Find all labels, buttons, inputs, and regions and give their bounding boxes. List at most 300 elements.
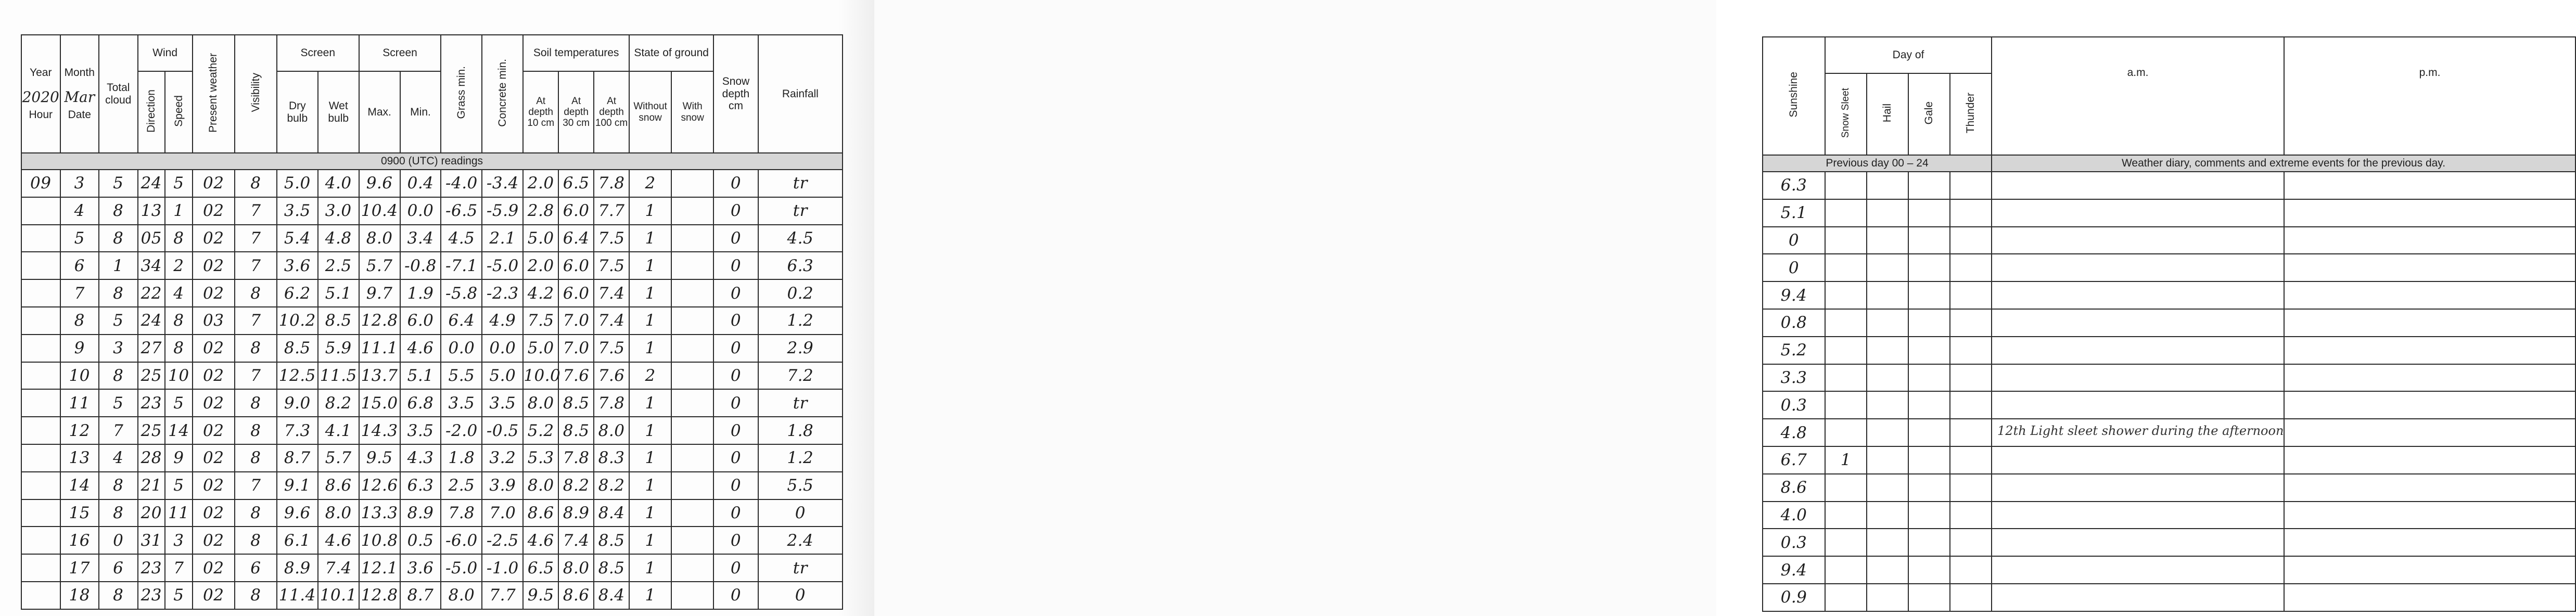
thunder-cell xyxy=(1950,502,1992,529)
soil-100cm-cell: 8.5 xyxy=(594,527,629,554)
thunder-cell xyxy=(1950,309,1992,337)
dry-bulb-cell: 9.0 xyxy=(277,389,318,417)
date-cell: 4 xyxy=(60,197,99,225)
snow-depth-cell: 0 xyxy=(713,197,758,225)
grass-min-cell: 0.0 xyxy=(441,335,482,362)
diary-row xyxy=(1763,254,2575,281)
snow-depth-cell: 0 xyxy=(713,279,758,307)
min-temp-cell: -0.8 xyxy=(400,252,441,279)
hail-cell xyxy=(1867,309,1908,337)
present-weather-cell: 02 xyxy=(193,170,235,197)
sunshine-cell: 3.3 xyxy=(1763,364,1825,392)
date-cell: 9 xyxy=(60,335,99,362)
am-header: a.m. xyxy=(1992,37,2284,155)
date-cell: 18 xyxy=(60,582,99,609)
soil-10cm-cell: 10.0 xyxy=(523,362,558,390)
diary-am-cell xyxy=(1992,254,2284,281)
wind-direction-cell: 20 xyxy=(138,499,165,527)
snow-sleet-cell xyxy=(1825,529,1867,556)
snow-depth-cell: 0 xyxy=(713,554,758,582)
visibility-cell: 7 xyxy=(235,362,277,390)
diary-am-cell xyxy=(1992,502,2284,529)
without-snow-cell: 2 xyxy=(629,362,671,390)
wet-bulb-cell: 4.8 xyxy=(318,225,359,252)
diary-pm-cell xyxy=(2284,172,2575,199)
soil-30cm-cell: 6.0 xyxy=(558,197,594,225)
grass-min-cell: 2.5 xyxy=(441,472,482,499)
grass-min-cell: -5.8 xyxy=(441,279,482,307)
diary-am-cell xyxy=(1992,199,2284,227)
sunshine-cell: 5.2 xyxy=(1763,337,1825,364)
wet-bulb-cell: 3.0 xyxy=(318,197,359,225)
rainfall-cell: 7.2 xyxy=(758,362,843,390)
dry-bulb-cell: 6.2 xyxy=(277,279,318,307)
wet-bulb-cell: 7.4 xyxy=(318,554,359,582)
snow-sleet-cell xyxy=(1825,474,1867,502)
soil-30cm-cell: 7.0 xyxy=(558,335,594,362)
right-page xyxy=(874,0,2446,616)
soil-30cm-cell: 6.4 xyxy=(558,225,594,252)
soil-30cm-cell: 8.0 xyxy=(558,554,594,582)
soil-10cm-cell: 5.2 xyxy=(523,417,558,444)
soil-10cm-cell: 9.5 xyxy=(523,582,558,609)
snow-sleet-cell xyxy=(1825,337,1867,364)
grass-min-cell: -4.0 xyxy=(441,170,482,197)
diary-am-cell xyxy=(1992,419,2284,446)
max-temp-cell: 12.1 xyxy=(359,554,400,582)
reading-row xyxy=(21,362,843,390)
max-temp-cell: 13.7 xyxy=(359,362,400,390)
present-weather-header: Present weather xyxy=(193,35,235,153)
reading-row xyxy=(21,307,843,335)
soil-10cm-cell: 4.6 xyxy=(523,527,558,554)
wind-direction-cell: 13 xyxy=(138,197,165,225)
gale-cell xyxy=(1908,502,1950,529)
snow-sleet-cell xyxy=(1825,172,1867,199)
hail-cell xyxy=(1867,529,1908,556)
gale-cell xyxy=(1908,391,1950,419)
snow-sleet-cell xyxy=(1825,254,1867,281)
wet-bulb-cell: 5.1 xyxy=(318,279,359,307)
rainfall-cell: 6.3 xyxy=(758,252,843,279)
max-temp-cell: 9.5 xyxy=(359,444,400,472)
diary-pm-cell xyxy=(2284,364,2575,392)
snow-sleet-cell xyxy=(1825,309,1867,337)
grass-min-header: Grass min. xyxy=(441,35,482,153)
dry-bulb-cell: 5.4 xyxy=(277,225,318,252)
soil-100cm-header: At depth 100 cm xyxy=(594,71,629,153)
diary-pm-cell xyxy=(2284,419,2575,446)
diary-row xyxy=(1763,584,2575,611)
wet-bulb-cell: 2.5 xyxy=(318,252,359,279)
min-temp-cell: 6.3 xyxy=(400,472,441,499)
soil-10cm-header: At depth 10 cm xyxy=(523,71,558,153)
without-snow-cell: 1 xyxy=(629,554,671,582)
soil-10cm-cell: 6.5 xyxy=(523,554,558,582)
snow-sleet-cell xyxy=(1825,556,1867,584)
dry-bulb-cell: 7.3 xyxy=(277,417,318,444)
diary-note: 12th Light sleet shower during the afternoon xyxy=(1997,424,2284,439)
dry-bulb-cell: 8.7 xyxy=(277,444,318,472)
year-label: Year xyxy=(30,67,52,79)
diary-pm-cell xyxy=(2284,227,2575,254)
diary-row xyxy=(1763,199,2575,227)
max-temp-cell: 10.4 xyxy=(359,197,400,225)
without-snow-cell: 1 xyxy=(629,307,671,335)
diary-pm-cell xyxy=(2284,556,2575,584)
pm-header: p.m. xyxy=(2284,37,2575,155)
with-snow-cell xyxy=(671,335,713,362)
rainfall-header: Rainfall xyxy=(758,35,843,153)
reading-row xyxy=(21,527,843,554)
diary-am-cell xyxy=(1992,474,2284,502)
wind-speed-cell: 8 xyxy=(165,225,193,252)
soil-30cm-cell: 6.0 xyxy=(558,252,594,279)
diary-banner: Weather diary, comments and extreme events for the previous day. xyxy=(1992,155,2575,172)
with-snow-cell xyxy=(671,362,713,390)
dry-bulb-cell: 6.1 xyxy=(277,527,318,554)
wind-direction-cell: 28 xyxy=(138,444,165,472)
concrete-min-cell: -0.5 xyxy=(482,417,523,444)
soil-30cm-cell: 6.5 xyxy=(558,170,594,197)
hour-cell xyxy=(21,499,60,527)
gale-cell xyxy=(1908,584,1950,611)
diary-pm-cell xyxy=(2284,502,2575,529)
reading-row xyxy=(21,279,843,307)
visibility-cell: 7 xyxy=(235,252,277,279)
diary-am-cell xyxy=(1992,227,2284,254)
sunshine-cell: 5.1 xyxy=(1763,199,1825,227)
min-temp-cell: 8.9 xyxy=(400,499,441,527)
min-header: Min. xyxy=(400,71,441,153)
diary-pm-cell xyxy=(2284,254,2575,281)
soil-30cm-cell: 8.5 xyxy=(558,417,594,444)
date-cell: 12 xyxy=(60,417,99,444)
diary-am-cell xyxy=(1992,529,2284,556)
hail-cell xyxy=(1867,391,1908,419)
visibility-cell: 8 xyxy=(235,499,277,527)
max-temp-cell: 13.3 xyxy=(359,499,400,527)
diary-row xyxy=(1763,337,2575,364)
rainfall-cell: tr xyxy=(758,554,843,582)
wind-speed-cell: 11 xyxy=(165,499,193,527)
max-temp-cell: 15.0 xyxy=(359,389,400,417)
concrete-min-header: Concrete min. xyxy=(482,35,523,153)
state-of-ground-header: State of ground xyxy=(629,35,713,71)
sunshine-cell: 0 xyxy=(1763,254,1825,281)
gale-cell xyxy=(1908,227,1950,254)
with-snow-cell xyxy=(671,389,713,417)
hour-cell xyxy=(21,389,60,417)
total-cloud-cell: 8 xyxy=(99,362,138,390)
soil-100cm-cell: 7.5 xyxy=(594,252,629,279)
present-weather-cell: 02 xyxy=(193,252,235,279)
thunder-cell xyxy=(1950,556,1992,584)
concrete-min-cell: 3.9 xyxy=(482,472,523,499)
hail-cell xyxy=(1867,502,1908,529)
reading-row xyxy=(21,197,843,225)
hail-cell xyxy=(1867,227,1908,254)
thunder-cell xyxy=(1950,529,1992,556)
date-cell: 13 xyxy=(60,444,99,472)
diary-row xyxy=(1763,227,2575,254)
gale-cell xyxy=(1908,172,1950,199)
date-cell: 11 xyxy=(60,389,99,417)
snow-sleet-cell xyxy=(1825,584,1867,611)
soil-100cm-cell: 7.4 xyxy=(594,307,629,335)
hour-cell xyxy=(21,197,60,225)
year-value: 2020 xyxy=(22,88,59,106)
wet-bulb-cell: 11.5 xyxy=(318,362,359,390)
soil-10cm-cell: 7.5 xyxy=(523,307,558,335)
wind-direction-cell: 21 xyxy=(138,472,165,499)
hail-header: Hail xyxy=(1867,73,1908,155)
snow-sleet-cell xyxy=(1825,364,1867,392)
thunder-cell xyxy=(1950,254,1992,281)
grass-min-cell: -7.1 xyxy=(441,252,482,279)
snow-depth-cell: 0 xyxy=(713,252,758,279)
reading-row xyxy=(21,417,843,444)
snow-depth-header: Snow depth cm xyxy=(713,35,758,153)
soil-100cm-cell: 7.6 xyxy=(594,362,629,390)
visibility-cell: 8 xyxy=(235,335,277,362)
total-cloud-cell: 8 xyxy=(99,279,138,307)
soil-30cm-cell: 7.6 xyxy=(558,362,594,390)
thunder-cell xyxy=(1950,281,1992,309)
gale-cell xyxy=(1908,337,1950,364)
concrete-min-cell: -2.3 xyxy=(482,279,523,307)
hail-cell xyxy=(1867,364,1908,392)
diary-pm-cell xyxy=(2284,584,2575,611)
visibility-cell: 7 xyxy=(235,472,277,499)
wind-speed-cell: 2 xyxy=(165,252,193,279)
hail-cell xyxy=(1867,281,1908,309)
grass-min-cell: 8.0 xyxy=(441,582,482,609)
soil-100cm-cell: 7.7 xyxy=(594,197,629,225)
wet-bulb-cell: 5.7 xyxy=(318,444,359,472)
with-snow-cell xyxy=(671,582,713,609)
diary-row xyxy=(1763,529,2575,556)
grass-min-cell: 5.5 xyxy=(441,362,482,390)
date-cell: 14 xyxy=(60,472,99,499)
with-snow-cell xyxy=(671,417,713,444)
sunshine-cell: 0.8 xyxy=(1763,309,1825,337)
max-temp-cell: 5.7 xyxy=(359,252,400,279)
sunshine-cell: 9.4 xyxy=(1763,281,1825,309)
soil-10cm-cell: 2.8 xyxy=(523,197,558,225)
diary-row xyxy=(1763,446,2575,474)
snow-sleet-header: Snow Sleet xyxy=(1825,73,1867,155)
present-weather-cell: 02 xyxy=(193,417,235,444)
soil-30cm-cell: 7.4 xyxy=(558,527,594,554)
without-snow-header: Without snow xyxy=(629,71,671,153)
weather-readings-table xyxy=(21,34,843,610)
visibility-header: Visibility xyxy=(235,35,277,153)
max-temp-cell: 9.7 xyxy=(359,279,400,307)
snow-sleet-cell: 1 xyxy=(1825,446,1867,474)
hour-cell xyxy=(21,554,60,582)
wind-speed-cell: 5 xyxy=(165,582,193,609)
wind-speed-cell: 8 xyxy=(165,335,193,362)
month-value: Mar xyxy=(64,88,95,106)
soil-100cm-cell: 8.4 xyxy=(594,499,629,527)
present-weather-cell: 02 xyxy=(193,197,235,225)
visibility-cell: 7 xyxy=(235,225,277,252)
concrete-min-cell: 3.5 xyxy=(482,389,523,417)
total-cloud-cell: 8 xyxy=(99,582,138,609)
dry-bulb-cell: 8.5 xyxy=(277,335,318,362)
diary-am-cell xyxy=(1992,172,2284,199)
hour-cell xyxy=(21,472,60,499)
wind-direction-cell: 31 xyxy=(138,527,165,554)
total-cloud-cell: 1 xyxy=(99,252,138,279)
total-cloud-cell: 7 xyxy=(99,417,138,444)
snow-sleet-cell xyxy=(1825,199,1867,227)
snow-sleet-cell xyxy=(1825,502,1867,529)
max-temp-cell: 12.8 xyxy=(359,582,400,609)
soil-10cm-cell: 8.6 xyxy=(523,499,558,527)
concrete-min-cell: -5.9 xyxy=(482,197,523,225)
wind-direction-cell: 34 xyxy=(138,252,165,279)
hour-cell xyxy=(21,225,60,252)
soil-100cm-cell: 8.0 xyxy=(594,417,629,444)
present-weather-cell: 02 xyxy=(193,499,235,527)
concrete-min-cell: -5.0 xyxy=(482,252,523,279)
without-snow-cell: 1 xyxy=(629,197,671,225)
wind-speed-cell: 3 xyxy=(165,527,193,554)
max-temp-cell: 12.6 xyxy=(359,472,400,499)
wind-direction-cell: 24 xyxy=(138,307,165,335)
month-date-header xyxy=(60,35,99,153)
dry-bulb-cell: 9.6 xyxy=(277,499,318,527)
hail-cell xyxy=(1867,556,1908,584)
hour-cell xyxy=(21,444,60,472)
soil-10cm-cell: 4.2 xyxy=(523,279,558,307)
gale-cell xyxy=(1908,254,1950,281)
min-temp-cell: 3.5 xyxy=(400,417,441,444)
total-cloud-cell: 5 xyxy=(99,307,138,335)
min-temp-cell: 6.8 xyxy=(400,389,441,417)
reading-row xyxy=(21,444,843,472)
wind-direction-cell: 23 xyxy=(138,554,165,582)
diary-row xyxy=(1763,391,2575,419)
present-weather-cell: 02 xyxy=(193,225,235,252)
hail-cell xyxy=(1867,199,1908,227)
min-temp-cell: 6.0 xyxy=(400,307,441,335)
dry-bulb-cell: 12.5 xyxy=(277,362,318,390)
soil-30cm-cell: 7.0 xyxy=(558,307,594,335)
hour-cell xyxy=(21,252,60,279)
rainfall-cell: 1.2 xyxy=(758,307,843,335)
wind-direction-cell: 05 xyxy=(138,225,165,252)
wind-speed-cell: 7 xyxy=(165,554,193,582)
sunshine-cell: 0.3 xyxy=(1763,391,1825,419)
min-temp-cell: 0.0 xyxy=(400,197,441,225)
soil-30cm-cell: 8.6 xyxy=(558,582,594,609)
thunder-header: Thunder xyxy=(1950,73,1992,155)
total-cloud-cell: 8 xyxy=(99,499,138,527)
rainfall-cell: 4.5 xyxy=(758,225,843,252)
soil-10cm-cell: 5.0 xyxy=(523,335,558,362)
wet-bulb-header: Wet bulb xyxy=(318,71,359,153)
soil-10cm-cell: 2.0 xyxy=(523,170,558,197)
wind-speed-header: Speed xyxy=(165,71,193,153)
present-weather-cell: 02 xyxy=(193,444,235,472)
min-temp-cell: 5.1 xyxy=(400,362,441,390)
with-snow-cell xyxy=(671,472,713,499)
hail-cell xyxy=(1867,446,1908,474)
gale-cell xyxy=(1908,556,1950,584)
soil-30cm-cell: 8.5 xyxy=(558,389,594,417)
rainfall-cell: 2.9 xyxy=(758,335,843,362)
soil-10cm-cell: 5.0 xyxy=(523,225,558,252)
diary-am-cell xyxy=(1992,309,2284,337)
dry-bulb-cell: 3.5 xyxy=(277,197,318,225)
grass-min-cell: 6.4 xyxy=(441,307,482,335)
diary-row xyxy=(1763,309,2575,337)
present-weather-cell: 02 xyxy=(193,362,235,390)
gale-cell xyxy=(1908,364,1950,392)
wind-direction-cell: 25 xyxy=(138,362,165,390)
reading-row xyxy=(21,499,843,527)
visibility-cell: 8 xyxy=(235,527,277,554)
min-temp-cell: 3.6 xyxy=(400,554,441,582)
wind-header: Wind xyxy=(138,35,193,71)
diary-body xyxy=(1763,172,2575,611)
previous-day-banner: Previous day 00 – 24 xyxy=(1763,155,1992,172)
snow-sleet-cell xyxy=(1825,391,1867,419)
gale-header: Gale xyxy=(1908,73,1950,155)
thunder-cell xyxy=(1950,172,1992,199)
concrete-min-cell: 3.2 xyxy=(482,444,523,472)
hour-cell xyxy=(21,335,60,362)
thunder-cell xyxy=(1950,391,1992,419)
hour-cell xyxy=(21,362,60,390)
diary-pm-cell xyxy=(2284,199,2575,227)
wind-direction-cell: 23 xyxy=(138,582,165,609)
wet-bulb-cell: 8.6 xyxy=(318,472,359,499)
dry-bulb-cell: 3.6 xyxy=(277,252,318,279)
total-cloud-cell: 5 xyxy=(99,389,138,417)
readings-body xyxy=(21,170,843,609)
screen-header-2: Screen xyxy=(359,35,441,71)
sunshine-cell: 6.3 xyxy=(1763,172,1825,199)
soil-10cm-cell: 5.3 xyxy=(523,444,558,472)
diary-pm-cell xyxy=(2284,309,2575,337)
min-temp-cell: 4.3 xyxy=(400,444,441,472)
thunder-cell xyxy=(1950,474,1992,502)
rainfall-cell: 5.5 xyxy=(758,472,843,499)
with-snow-cell xyxy=(671,554,713,582)
diary-row xyxy=(1763,556,2575,584)
sunshine-cell: 0.3 xyxy=(1763,529,1825,556)
hour-cell xyxy=(21,527,60,554)
screen-header-1: Screen xyxy=(277,35,359,71)
date-cell: 6 xyxy=(60,252,99,279)
rainfall-cell: 2.4 xyxy=(758,527,843,554)
wind-speed-cell: 5 xyxy=(165,389,193,417)
max-temp-cell: 12.8 xyxy=(359,307,400,335)
total-cloud-cell: 5 xyxy=(99,170,138,197)
max-temp-cell: 10.8 xyxy=(359,527,400,554)
min-temp-cell: 4.6 xyxy=(400,335,441,362)
sunshine-cell: 4.8 xyxy=(1763,419,1825,446)
diary-pm-cell xyxy=(2284,337,2575,364)
dry-bulb-cell: 11.4 xyxy=(277,582,318,609)
soil-30cm-cell: 6.0 xyxy=(558,279,594,307)
day-of-header: Day of xyxy=(1825,37,1992,73)
rainfall-cell: 1.8 xyxy=(758,417,843,444)
